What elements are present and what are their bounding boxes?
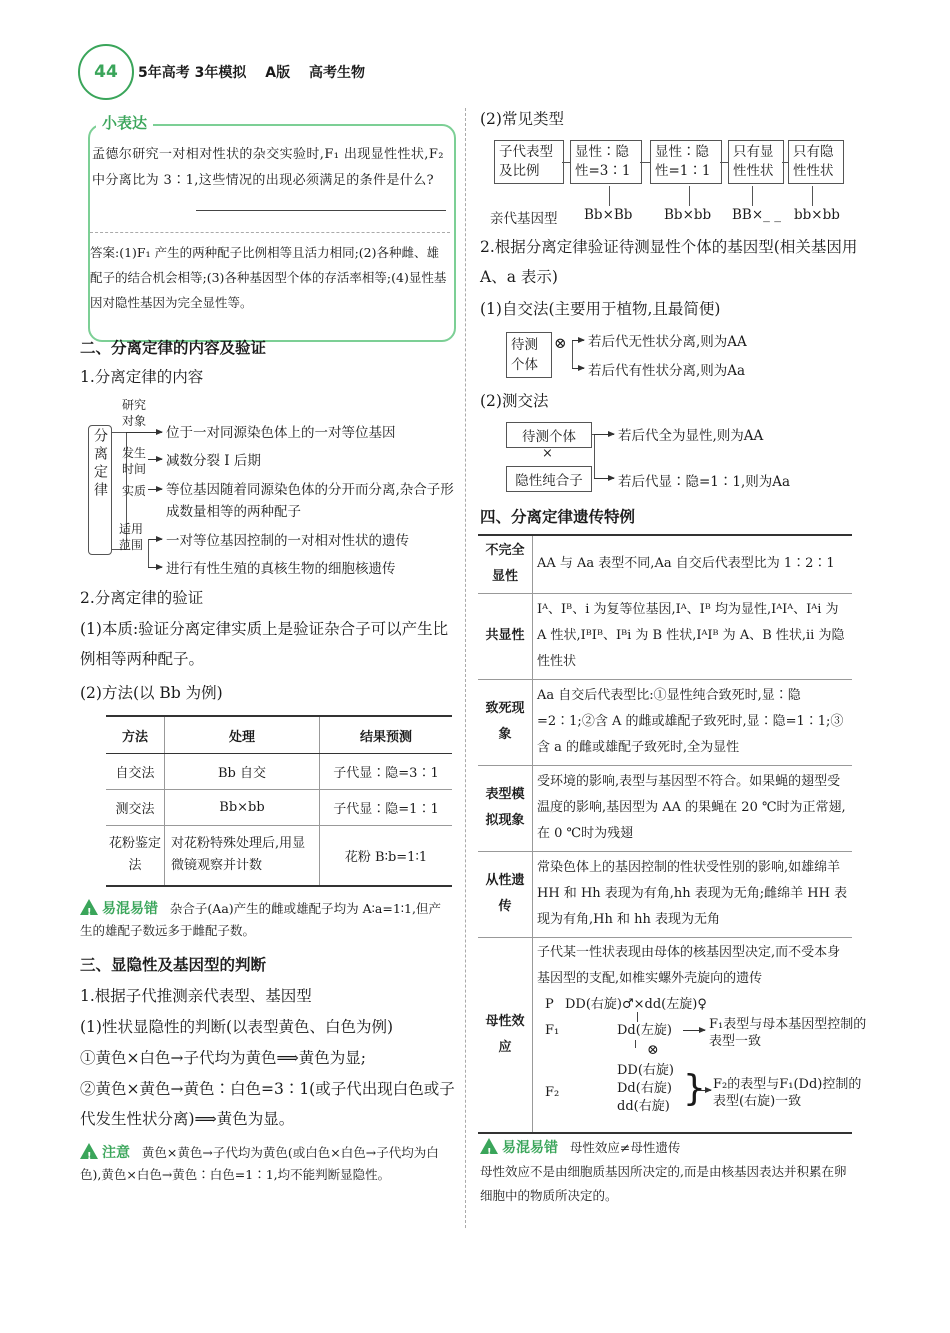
- mat-f2note: F₂的表型与F₁(Dd)控制的表型(右旋)一致: [713, 1076, 862, 1109]
- table-cell: 测交法: [106, 790, 165, 826]
- warning-icon: [80, 899, 98, 915]
- label-time: 发生时间: [121, 446, 146, 476]
- parent-geno: Bb×Bb: [584, 207, 633, 223]
- parent-geno: BB×_ _: [732, 207, 781, 223]
- summary-answer: 答案:(1)F₁ 产生的两种配子比例相等且活力相同;(2)各种雌、雄配子的结合机会相等;(3)各种基因型个体的存活率相等;(4)显性基因对隐性基因为完全显性等。: [90, 245, 447, 310]
- section-2-title: 二、分离定律的内容及验证: [80, 339, 267, 357]
- mat-self: ⊗: [647, 1041, 659, 1058]
- edition: A版: [265, 65, 291, 81]
- parents-label: 亲代基因型: [490, 211, 558, 227]
- item-time: 减数分裂 Ⅰ 后期: [166, 453, 261, 469]
- table-row: [106, 754, 452, 790]
- table-cell: 自交法: [106, 754, 165, 790]
- verify-essence: (1)本质:验证分离定律实质上是验证杂合子可以产生比例相等两种配子。: [80, 620, 449, 668]
- testcross-diagram: [506, 420, 856, 492]
- page-number: 44: [78, 44, 134, 100]
- th-result: 结果预测: [320, 716, 453, 754]
- section-2-sub2: 2.分离定律的验证: [80, 589, 204, 607]
- mat-f1geno: Dd(左旋): [617, 1022, 672, 1038]
- warn-text-2: 母性效应不是由细胞质基因所决定的,而是由核基因表达并积累在卵细胞中的物质所决定的。: [480, 1164, 847, 1203]
- case-value: 子代某一性状表现由母体的核基因型决定,而不受本身基因型的支配,如椎实螺外壳旋向的遗传: [537, 944, 841, 986]
- table-row: [478, 765, 852, 851]
- case-key: 母性效应: [478, 937, 533, 1133]
- label-object: 研究对象: [121, 398, 146, 428]
- table-row: [106, 826, 452, 886]
- warn-block-2: [480, 1136, 856, 1208]
- label-scope: 适用范围: [118, 522, 143, 552]
- label-essence: 实质: [121, 484, 146, 498]
- brace: }: [683, 1067, 706, 1109]
- table-cell: 花粉鉴定法: [106, 826, 165, 886]
- diagram-root-label: 分离定律: [92, 428, 108, 500]
- table-row: [478, 593, 852, 679]
- table-cell: Bb 自交: [165, 754, 320, 790]
- book-title: 5年高考 3年模拟: [138, 65, 247, 81]
- case-value: 常染色体上的基因控制的性状受性别的影响,如雄绵羊 HH 和 Hh 表现为有角,hh 表现为无角;雌绵羊 HH 表现为有角,Hh 和 hh 表现为无角: [533, 851, 853, 937]
- mat-f1note: F₁表型与母本基因型控制的表型一致: [709, 1016, 867, 1049]
- table-cell: Bb×bb: [165, 790, 320, 826]
- mat-f1: F₁: [545, 1022, 560, 1038]
- selfing-title: (1)自交法(主要用于植物,且最简便): [480, 300, 721, 318]
- answer-line: [196, 210, 446, 211]
- warn-block-1: [80, 898, 452, 942]
- case-key: 共显性: [478, 593, 533, 679]
- case-value: AA 与 Aa 表型不同,Aa 自交后代表型比为 1∶2∶1: [533, 535, 853, 593]
- types-title: (2)常见类型: [480, 110, 564, 128]
- item-scope2: 进行有性生殖的真核生物的细胞核遗传: [166, 561, 396, 577]
- parent-geno: Bb×bb: [664, 207, 712, 223]
- case-key: 致死现象: [478, 679, 533, 765]
- section-3-l1: ①黄色×白色→子代均为黄色⟹黄色为显;: [80, 1049, 366, 1067]
- selfing-r2: 若后代有性状分离,则为Aa: [588, 363, 746, 379]
- type-box: 显性∶隐性=1∶1: [650, 140, 722, 184]
- selfing-icon: ⊗: [554, 334, 567, 352]
- type-box: 只有隐性性状: [788, 140, 844, 184]
- testcross-box2: 隐性纯合子: [506, 466, 592, 492]
- table-row: [106, 790, 452, 826]
- table-row: [478, 679, 852, 765]
- table-row: [478, 937, 852, 1133]
- selfing-diagram: [506, 328, 856, 384]
- warning-icon: [480, 1138, 498, 1154]
- th-method: 方法: [106, 716, 165, 754]
- special-cases-table: [478, 534, 867, 1134]
- case-key: 不完全显性: [478, 535, 533, 593]
- type-box: 显性∶隐性=3∶1: [570, 140, 642, 184]
- table-row: [478, 535, 852, 593]
- table-row: [478, 851, 852, 937]
- section-3-sub1: 1.根据子代推测亲代表型、基因型: [80, 987, 312, 1005]
- testcross-r2: 若后代显∶隐=1∶1,则为Aa: [618, 474, 791, 490]
- note-block: [80, 1142, 455, 1186]
- mat-f2: F₂: [545, 1084, 560, 1100]
- warn-head-2: 母性效应≠母性遗传: [569, 1140, 681, 1155]
- type-box: 只有显性性状: [728, 140, 784, 184]
- warn-title: 易混易错: [102, 901, 158, 917]
- verify-method: (2)方法(以 Bb 为例): [80, 684, 223, 702]
- mat-pcross: DD(右旋)♂×dd(左旋)♀: [565, 996, 707, 1012]
- case-key: 表型模拟现象: [478, 765, 533, 851]
- method-table: [106, 715, 452, 887]
- case-value-cell: [533, 937, 867, 1133]
- running-header: [138, 62, 379, 82]
- separation-law-diagram: [84, 395, 464, 580]
- column-divider: [465, 108, 466, 1228]
- section-4-title: 四、分离定律遗传特例: [480, 508, 636, 526]
- summary-title: 小表达: [96, 112, 153, 133]
- warn-title-2: 易混易错: [502, 1140, 558, 1156]
- maternal-effect-diagram: [537, 992, 867, 1122]
- right-s2: 2.根据分离定律验证待测显性个体的基因型(相关基因用 A、a 表示): [480, 238, 858, 286]
- selfing-box: 待测个体: [506, 332, 552, 378]
- case-key: 从性遗传: [478, 851, 533, 937]
- summary-question: 孟德尔研究一对相对性状的杂交实验时,F₁ 出现显性性状,F₂ 中分离比为 3∶1,这些情况的出现必须满足的条件是什么?: [92, 147, 444, 188]
- table-cell: 对花粉特殊处理后,用显微镜观察并计数: [165, 826, 320, 886]
- section-2-sub1: 1.分离定律的内容: [80, 368, 204, 386]
- case-value: Iᴬ、Iᴮ、i 为复等位基因,Iᴬ、Iᴮ 均为显性,IᴬIᴬ、Iᴬi 为 A 性状,IᴮIᴮ、Iᴮi 为 B 性状,IᴬIᴮ 为 A、B 性状,ii 为隐性性状: [533, 593, 853, 679]
- testcross-box1: 待测个体: [506, 422, 592, 448]
- item-scope1: 一对等位基因控制的一对相对性状的遗传: [166, 533, 409, 549]
- section-3-title: 三、显隐性及基因型的判断: [80, 956, 267, 974]
- selfing-r1: 若后代无性状分离,则为AA: [588, 334, 747, 350]
- types-diagram: [490, 140, 854, 230]
- table-cell: 花粉 B∶b=1∶1: [320, 826, 453, 886]
- mat-f2c: dd(右旋): [617, 1098, 670, 1114]
- mat-f2a: DD(右旋): [617, 1062, 674, 1078]
- parent-geno: bb×bb: [794, 207, 840, 223]
- testcross-r1: 若后代全为显性,则为AA: [618, 428, 764, 444]
- section-3-p1: (1)性状显隐性的判断(以表型黄色、白色为例): [80, 1018, 394, 1036]
- th-process: 处理: [165, 716, 320, 754]
- subject: 高考生物: [308, 65, 365, 81]
- table-cell: 子代显∶隐=3∶1: [320, 754, 453, 790]
- diagram-root: [88, 425, 112, 555]
- mat-p: P: [545, 996, 554, 1012]
- item-object: 位于一对同源染色体上的一对等位基因: [166, 425, 396, 441]
- mat-f2b: Dd(右旋): [617, 1080, 672, 1096]
- case-value: 受环境的影响,表型与基因型不符合。如果蝇的翅型受温度的影响,基因型为 AA 的果蝇在 20 ℃时为正常翅,在 0 ℃时为残翅: [533, 765, 853, 851]
- cross-icon: ×: [542, 446, 553, 461]
- warn-text: 杂合子(Aa)产生的雌或雄配子均为 A∶a=1∶1,但产生的雄配子数远多于雌配子数。: [80, 901, 441, 938]
- section-3-l2: ②黄色×黄色→黄色∶白色=3∶1(或子代出现白色或子代发生性状分离)⟹黄色为显。: [80, 1080, 455, 1128]
- type-box: 子代表型及比例: [494, 140, 564, 184]
- table-cell: 子代显∶隐=1∶1: [320, 790, 453, 826]
- note-text: 黄色×黄色→子代均为黄色(或白色×白色→子代均为白色),黄色×白色→黄色∶白色=1∶1,均不能判断显隐性。: [80, 1145, 439, 1182]
- case-value: Aa 自交后代表型比:①显性纯合致死时,显∶隐=2∶1;②含 A 的雌或雄配子致死时,显∶隐=1∶1;③含 a 的雌或雄配子致死时,全为显性: [533, 679, 853, 765]
- warning-icon: [80, 1143, 98, 1159]
- item-essence: 等位基因随着同源染色体的分开而分离,杂合子形成数量相等的两种配子: [166, 482, 454, 520]
- note-title: 注意: [102, 1145, 130, 1161]
- dashed-divider: [90, 232, 450, 233]
- testcross-title: (2)测交法: [480, 392, 549, 410]
